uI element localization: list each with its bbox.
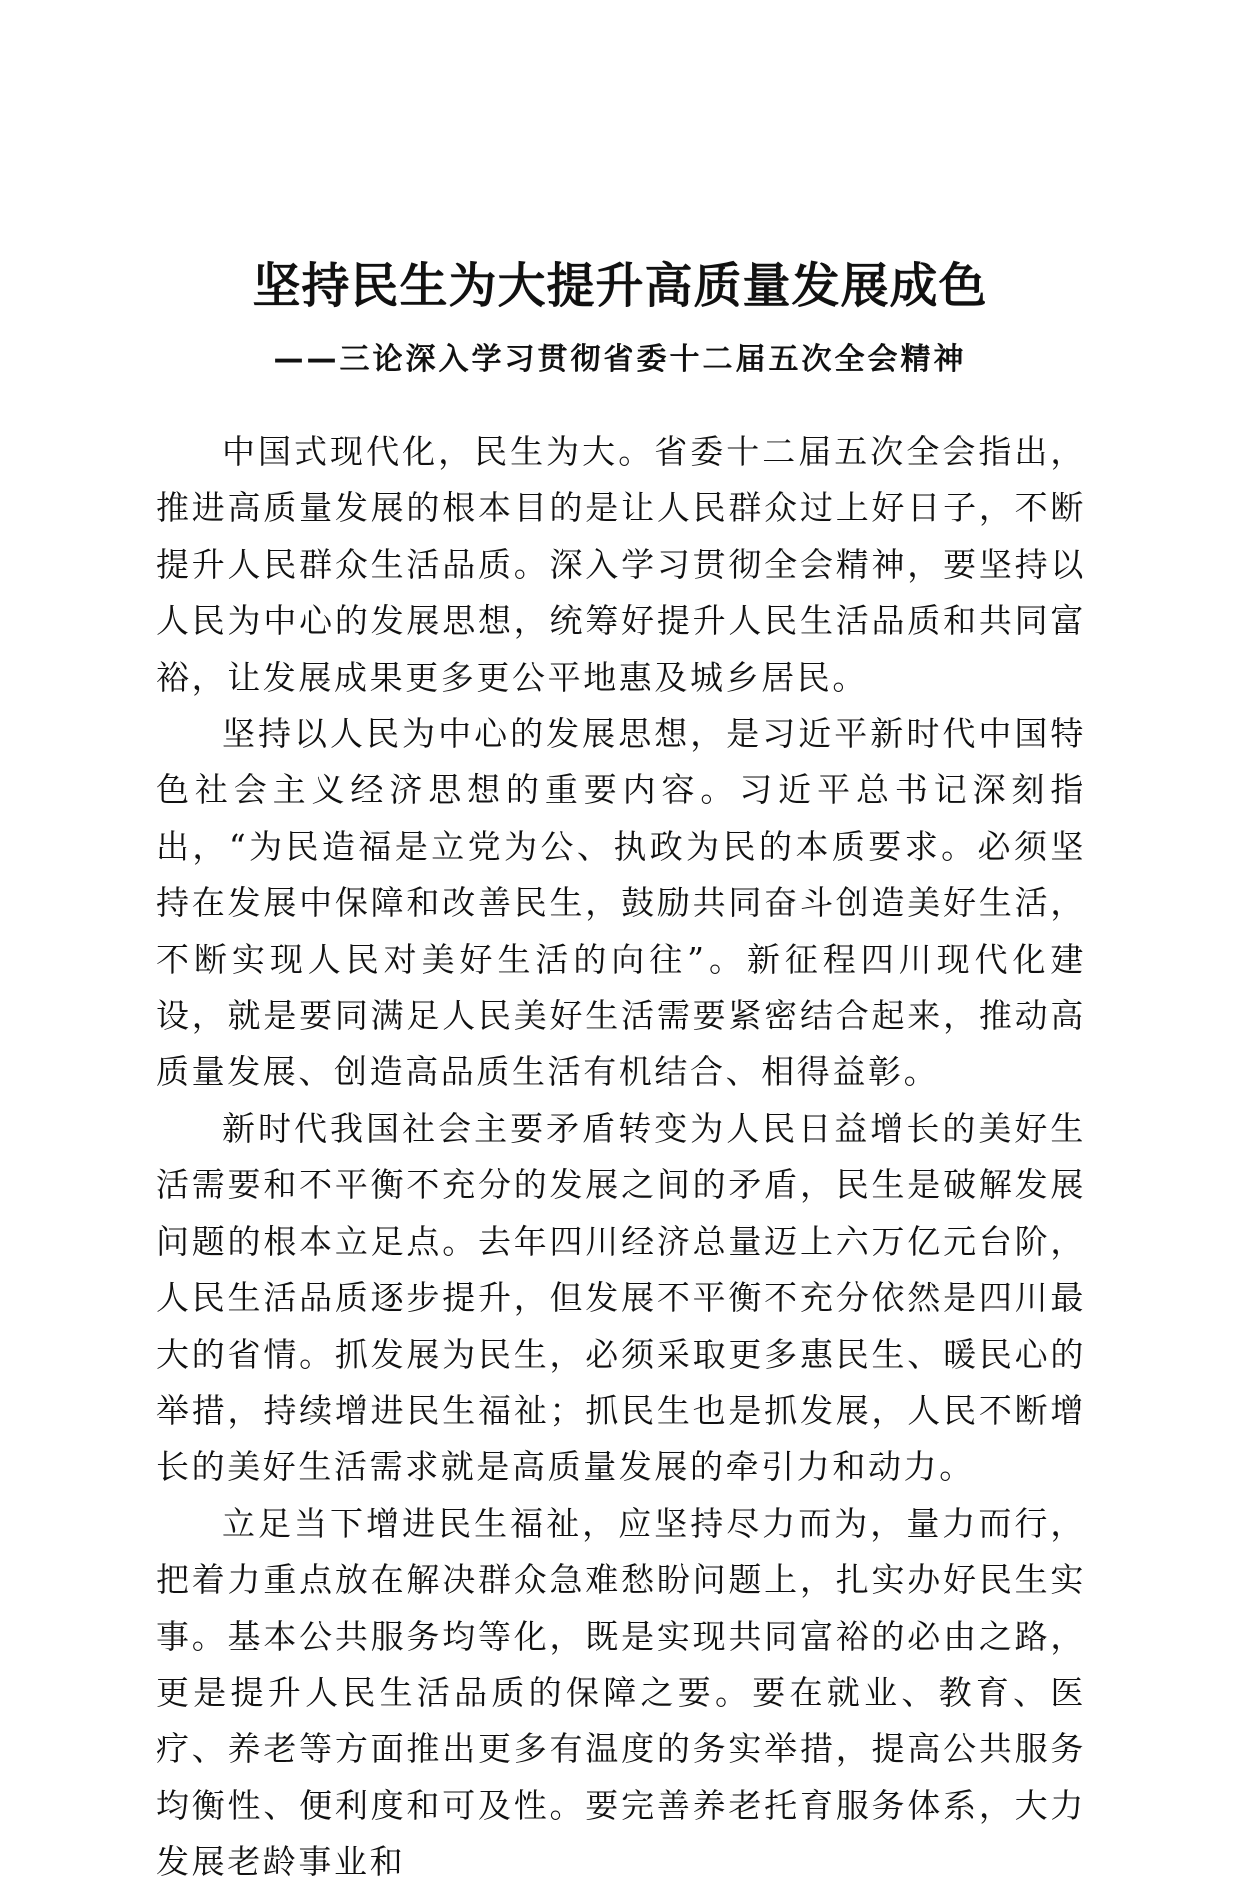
document-subtitle: ——三论深入学习贯彻省委十二届五次全会精神 <box>273 342 967 377</box>
paragraph-3: 新时代我国社会主要矛盾转变为人民日益增长的美好生活需要和不平衡不充分的发展之间的矛盾，民生是破解发展问题的根本立足点。去年四川经济总量迈上六万亿元台阶，人民生活品质逐步提升，但发展不平衡不充分依然是四川最大的省情。抓发展为民生，必须采取更多惠民生、暖民心的举措，持续增进民生福祉；抓民生也是抓发展，人民不断增长的美好生活需求就是高质量发展的牵引力和动力。 <box>156 1108 1086 1487</box>
paragraph-1: 中国式现代化，民生为大。省委十二届五次全会指出，推进高质量发展的根本目的是让人民群众过上好日子，不断提升人民群众生活品质。深入学习贯彻全会精神，要坚持以人民为中心的发展思想，统筹好提升人民生活品质和共同富裕，让发展成果更多更公平地惠及城乡居民。 <box>156 432 1086 697</box>
paragraph-2: 坚持以人民为中心的发展思想，是习近平新时代中国特色社会主义经济思想的重要内容。习近平总书记深刻指出，“为民造福是立党为公、执政为民的本质要求。必须坚持在发展中保障和改善民生，鼓励共同奋斗创造美好生活，不断实现人民对美好生活的向往”。新征程四川现代化建设，就是要同满足人民美好生活需要紧密结合起来，推动高质量发展、创造高品质生活有机结合、相得益彰。 <box>156 714 1086 1092</box>
document-title: 坚持民生为大提升高质量发展成色 <box>252 258 988 314</box>
document-body <box>156 424 1086 1891</box>
paragraph-4: 立足当下增进民生福祉，应坚持尽力而为，量力而行，把着力重点放在解决群众急难愁盼问题上，扎实办好民生实事。基本公共服务均等化，既是实现共同富裕的必由之路，更是提升人民生活品质的保障之要。要在就业、教育、医疗、养老等方面推出更多有温度的务实举措，提高公共服务均衡性、便利度和可及性。要完善养老托育服务体系，大力发展老龄事业和 <box>156 1503 1086 1882</box>
